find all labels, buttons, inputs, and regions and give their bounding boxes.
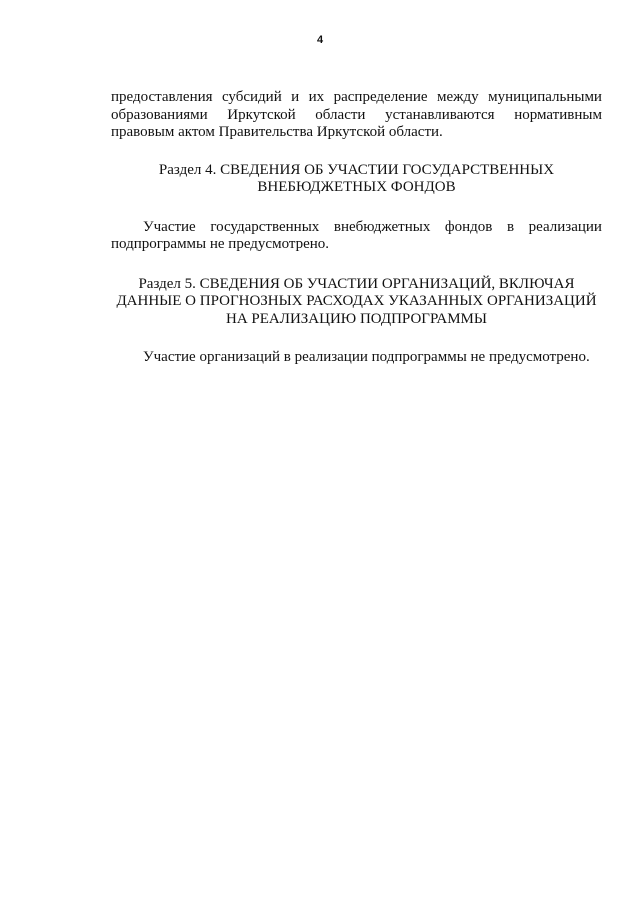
heading-line: ВНЕБЮДЖЕТНЫХ ФОНДОВ [257, 179, 456, 195]
paragraph-line: Участие организаций в реализации подпрограммы не предусмотрено. [143, 349, 590, 365]
heading-line: ДАННЫЕ О ПРОГНОЗНЫХ РАСХОДАХ УКАЗАННЫХ ОРГАНИЗАЦИЙ [116, 293, 597, 309]
heading-line: Раздел 5. СВЕДЕНИЯ ОБ УЧАСТИИ ОРГАНИЗАЦИЙ, ВКЛЮЧАЯ [138, 275, 575, 292]
paragraph-line: Участие государственных внебюджетных фондов в реализации [143, 218, 602, 235]
paragraph-line: предоставления субсидий и их распределение между муниципальными [111, 89, 602, 105]
heading-line: НА РЕАЛИЗАЦИЮ ПОДПРОГРАММЫ [226, 310, 487, 327]
heading-line: Раздел 4. СВЕДЕНИЯ ОБ УЧАСТИИ ГОСУДАРСТВЕННЫХ [158, 161, 555, 178]
page-number: 4 [316, 34, 324, 46]
section-5-heading [111, 276, 602, 329]
section-4-heading [111, 162, 602, 197]
section-4-paragraph [111, 219, 602, 254]
paragraph-line: образованиями Иркутской области устанавливаются нормативным [111, 106, 602, 123]
paragraph-line: правовым актом Правительства Иркутской области. [111, 124, 443, 140]
paragraph-line: подпрограммы не предусмотрено. [111, 236, 330, 252]
document-body [111, 89, 602, 367]
section-5-paragraph [111, 349, 602, 367]
paragraph-subsidies [111, 89, 602, 142]
